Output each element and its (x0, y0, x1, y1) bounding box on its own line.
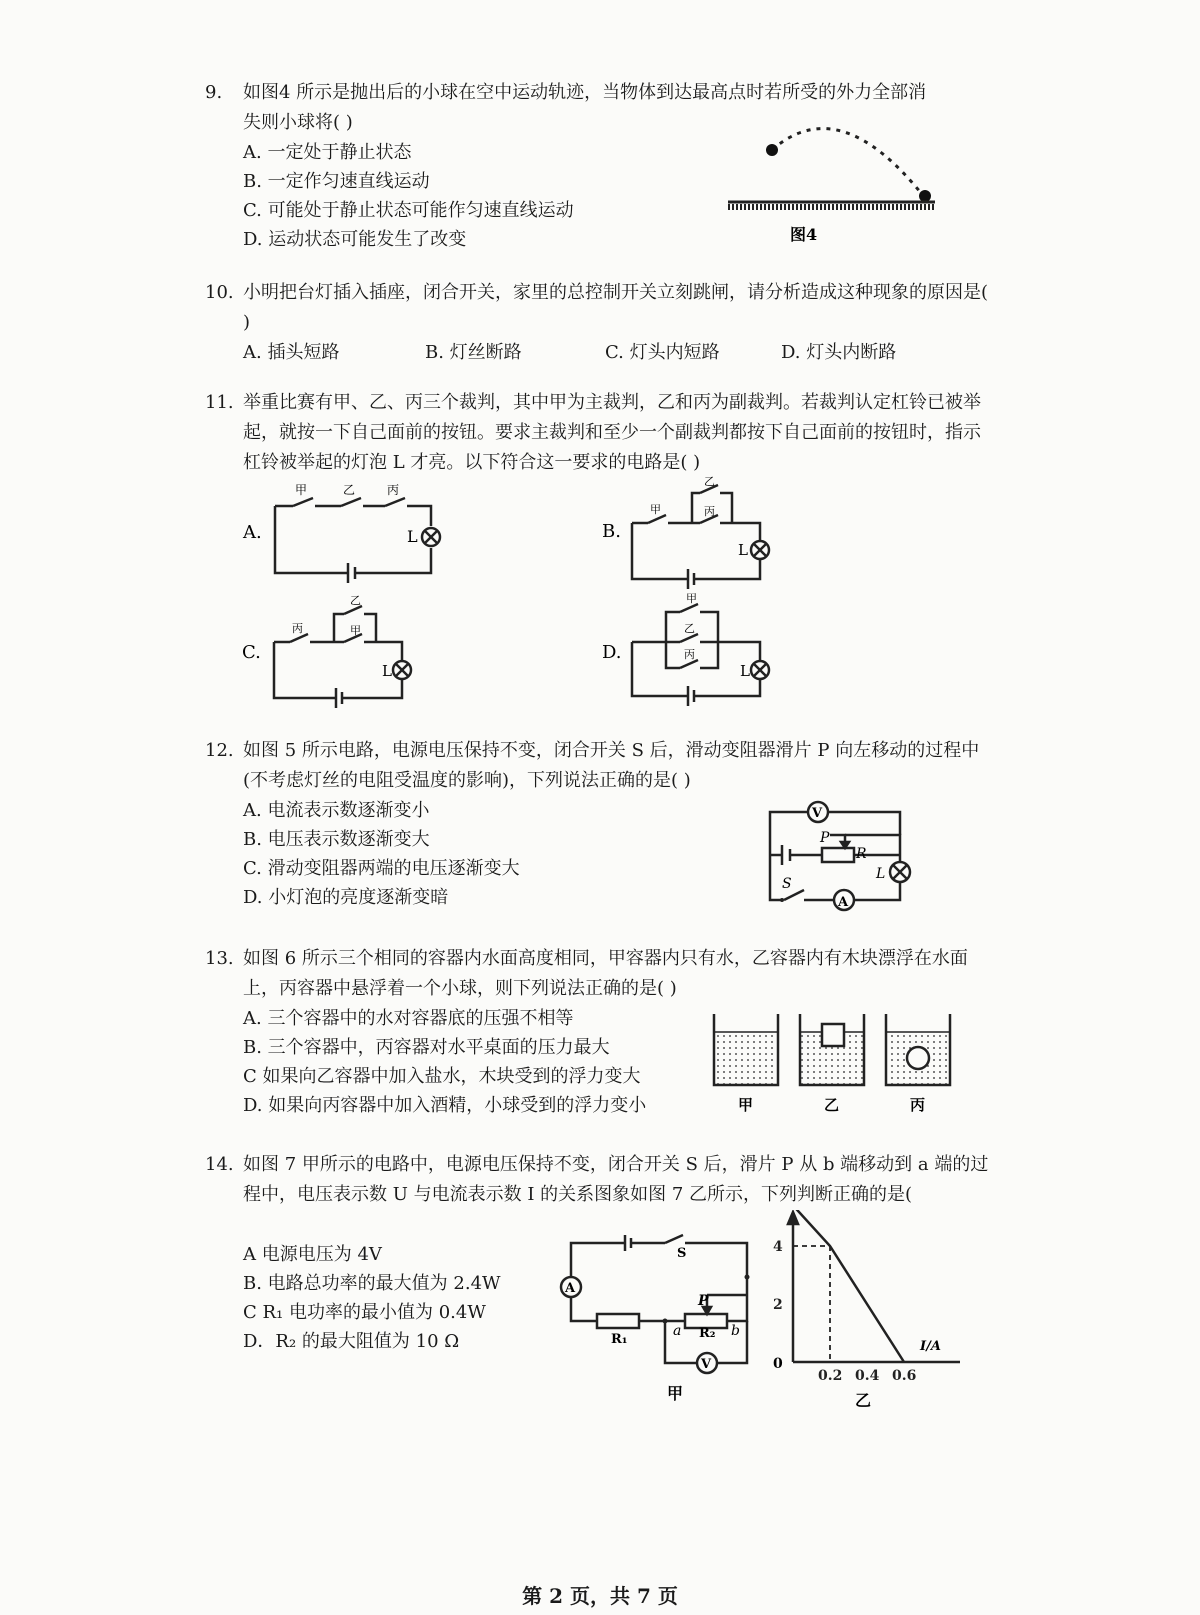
option-d: D. 运动状态可能发生了改变 (243, 229, 467, 250)
voltmeter-label: V (812, 806, 823, 821)
figure-5-circuit (760, 790, 940, 920)
option-b: B. 三个容器中，丙容器对水平桌面的压力最大 (243, 1037, 610, 1058)
option-c: C R₁ 电功率的最小值为 0.4W (243, 1302, 486, 1323)
switch-bing-label: 丙 (292, 622, 303, 635)
option-b: B. 电路总功率的最大值为 2.4W (243, 1273, 501, 1294)
option-a: A 电源电压为 4V (243, 1244, 382, 1265)
slider-label: P (698, 1293, 709, 1309)
circuit-caption: 甲 (667, 1384, 684, 1403)
y-tick-label: 2 (773, 1297, 783, 1313)
question-stem: 如图 7 甲所示的电路中，电源电压保持不变，闭合开关 S 后，滑片 P 从 b 端移动到 a 端的过程中，电压表示数 U 与电流表示数 I 的关系图象如图 7 乙所示，下列判断正确的是( (243, 1154, 989, 1205)
x-tick-label: 0.6 (892, 1368, 917, 1384)
lamp-label: L (740, 662, 750, 680)
question-number: 11. (205, 392, 234, 413)
option-c: C. 滑动变阻器两端的电压逐渐变大 (243, 858, 520, 879)
question-10 (205, 278, 995, 367)
question-number: 14. (205, 1154, 234, 1175)
option-d: D. 灯头内断路 (781, 342, 897, 363)
switch-jia-label: 甲 (350, 624, 361, 637)
r2-label: R₂ (699, 1326, 716, 1341)
circuit-b (600, 475, 800, 600)
question-stem: 如图 6 所示三个相同的容器内水面高度相同，甲容器内只有水，乙容器内有木块漂浮在水面上，丙容器中悬浮着一个小球，则下列说法正确的是( ) (243, 948, 968, 999)
option-b: B. 电压表示数逐渐变大 (243, 829, 430, 850)
switch-label: S (782, 876, 792, 892)
switch-bing-label: 丙 (704, 505, 715, 518)
question-number: 12. (205, 740, 234, 761)
ammeter-label: A (838, 895, 849, 910)
question-number: 13. (205, 948, 234, 969)
end-b-label: b (731, 1323, 740, 1339)
question-number: 9. (205, 82, 223, 103)
option-c: C 如果向乙容器中加入盐水，木块受到的浮力变大 (243, 1066, 641, 1087)
switch-jia-label: 甲 (686, 592, 697, 605)
lamp-label: L (382, 662, 392, 680)
x-tick-label: 0.4 (855, 1368, 880, 1384)
voltmeter-label: V (701, 1357, 712, 1372)
circuit-label-c: C. (242, 642, 261, 663)
lamp-label: L (876, 866, 886, 882)
option-b: B. 一定作匀速直线运动 (243, 171, 430, 192)
origin-label: 0 (773, 1356, 783, 1372)
end-a-label: a (673, 1323, 682, 1339)
option-c: C. 灯头内短路 (605, 342, 720, 363)
figure-4-label: 图4 (790, 225, 818, 244)
circuit-label-a: A. (243, 522, 262, 543)
option-a: A. 三个容器中的水对容器底的压强不相等 (243, 1008, 574, 1029)
slider-label: P (820, 830, 830, 846)
r1-label: R₁ (611, 1332, 628, 1347)
figure-7-graph (765, 1210, 970, 1415)
switch-label: S (677, 1246, 687, 1261)
graph-caption: 乙 (855, 1391, 872, 1410)
figure-6-containers (710, 1010, 960, 1120)
lamp-label: L (407, 527, 418, 546)
switch-jia-label: 甲 (650, 503, 661, 516)
switch-yi-label: 乙 (704, 475, 715, 488)
option-d: D．R₂ 的最大阻值为 10 Ω (243, 1331, 460, 1352)
page-footer: 第 2 页，共 7 页 (522, 1584, 678, 1608)
question-stem: 如图4 所示是抛出后的小球在空中运动轨迹，当物体到达最高点时若所受的外力全部消失则小球将( ) (243, 82, 927, 133)
ammeter-label: A (565, 1281, 576, 1296)
y-axis-arrow (788, 1212, 798, 1224)
figure-7-circuit (555, 1225, 765, 1405)
option-d: D. 如果向丙容器中加入酒精，小球受到的浮力变小 (243, 1095, 647, 1116)
question-stem: 小明把台灯插入插座，闭合开关，家里的总控制开关立刻跳闸，请分析造成这种现象的原因是( ) (243, 282, 989, 333)
resistor-label: R (856, 846, 867, 862)
question-number: 10. (205, 282, 234, 303)
container-yi-label: 乙 (824, 1096, 840, 1114)
option-a: A. 插头短路 (243, 342, 340, 363)
question-stem: 如图 5 所示电路，电源电压保持不变，闭合开关 S 后，滑动变阻器滑片 P 向左移动的过程中(不考虑灯丝的电阻受温度的影响)，下列说法正确的是( ) (243, 740, 980, 791)
container-bing-label: 丙 (910, 1096, 926, 1114)
circuit-a (235, 478, 455, 603)
question-11 (205, 388, 995, 478)
option-b: B. 灯丝断路 (425, 342, 522, 363)
container-jia-label: 甲 (738, 1096, 754, 1114)
x-tick-label: 0.2 (818, 1368, 843, 1384)
option-c: C. 可能处于静止状态可能作匀速直线运动 (243, 200, 574, 221)
switch-bing-label: 丙 (387, 483, 400, 497)
option-a: A. 一定处于静止状态 (243, 142, 412, 163)
circuit-d (600, 590, 800, 710)
switch-yi-label: 乙 (350, 594, 361, 607)
y-tick-label: 4 (773, 1239, 783, 1255)
lamp-label: L (738, 541, 748, 559)
option-a: A. 电流表示数逐渐变小 (243, 800, 430, 821)
switch-jia-label: 甲 (295, 483, 308, 497)
circuit-label-b: B. (602, 521, 621, 542)
x-axis-label: I/A (920, 1339, 941, 1354)
question-stem: 举重比赛有甲、乙、丙三个裁判，其中甲为主裁判，乙和丙为副裁判。若裁判认定杠铃已被举起，就按一下自己面前的按钮。要求主裁判和至少一个副裁判都按下自己面前的按钮时，指示杠铃被举起的灯泡 L 才亮。以下符合这一要求的电路是( ) (243, 392, 981, 473)
figure-4-trajectory (720, 110, 950, 250)
switch-yi-label: 乙 (343, 483, 356, 497)
switch-bing-label: 丙 (684, 648, 695, 661)
circuit-label-d: D. (602, 642, 622, 663)
circuit-c (238, 590, 438, 710)
option-d: D. 小灯泡的亮度逐渐变暗 (243, 887, 449, 908)
switch-yi-label: 乙 (684, 622, 695, 635)
series-line (793, 1210, 904, 1362)
